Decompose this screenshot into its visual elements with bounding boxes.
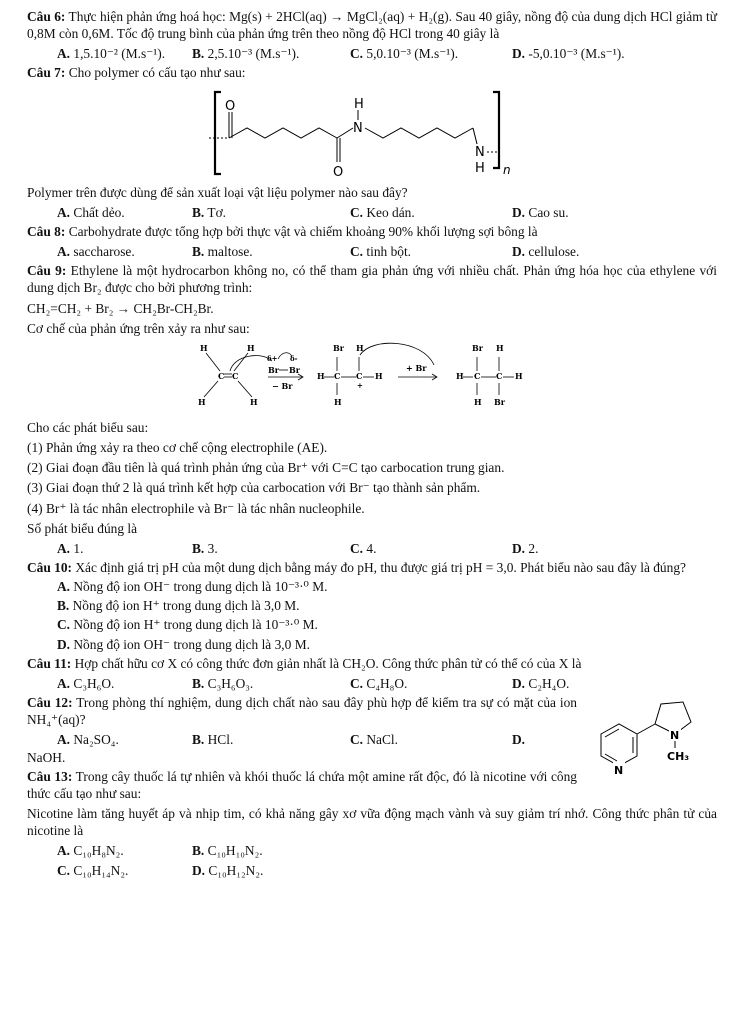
- q12-q13-block: [27, 694, 717, 802]
- svg-text:C: C: [474, 370, 481, 381]
- statement-1: (1) Phản ứng xảy ra theo cơ chế cộng electrophile (AE).: [27, 440, 328, 456]
- option-text: Nồng độ ion H⁺ trong dung dịch là 3,0 M.: [72, 598, 300, 614]
- svg-text:H: H: [200, 342, 208, 353]
- option-c[interactable]: [350, 243, 512, 260]
- question-text: Trong phòng thí nghiệm, dung dịch chất nào sau đây phù hợp để kiểm tra sự có mặt của ion NH₄⁺(aq)?: [27, 695, 577, 728]
- option-text: 1.: [73, 540, 84, 556]
- svg-text:H: H: [317, 370, 325, 381]
- options-row: [27, 842, 717, 859]
- option-label: C.: [350, 675, 364, 691]
- option-label: D.: [512, 46, 526, 62]
- svg-text:+ Br: + Br: [406, 362, 427, 373]
- question-number: Câu 10:: [27, 559, 73, 575]
- option-text: Keo dán.: [366, 204, 415, 220]
- option-label: A.: [57, 732, 71, 748]
- statement-3: (3) Giai đoạn thứ 2 là quá trình kết hợp của carbocation với Br⁻ tạo thành sản phẩm.: [27, 480, 481, 496]
- option-label: B.: [192, 675, 205, 691]
- option-d-wrap: NaOH.: [27, 749, 66, 765]
- svg-text:C: C: [356, 370, 363, 381]
- svg-text:N: N: [353, 120, 363, 136]
- option-label: A.: [57, 244, 71, 260]
- question-number: Câu 9:: [27, 263, 67, 279]
- option-text: 2.: [528, 540, 539, 556]
- option-a[interactable]: [27, 540, 192, 557]
- option-d[interactable]: [512, 45, 672, 62]
- question-7-prompt: Polymer trên được dùng để sản xuất loại vật liệu polymer nào sau đây?: [27, 184, 408, 200]
- svg-text:N: N: [614, 764, 624, 778]
- statement-2: (2) Giai đoạn đầu tiên là quá trình phản ứng của Br⁺ với C=C tạo carbocation trung gian.: [27, 460, 505, 476]
- polymer-structure-figure: [207, 82, 537, 182]
- option-c[interactable]: [350, 675, 512, 692]
- option-label: A.: [57, 204, 71, 220]
- svg-text:N: N: [475, 144, 485, 160]
- option-text: 4.: [366, 540, 377, 556]
- question-number: Câu 7:: [27, 65, 66, 81]
- options-row: [27, 675, 717, 692]
- option-c[interactable]: [350, 731, 512, 748]
- option-text: C₁₀H₁₄N₂.: [73, 863, 129, 879]
- svg-text:Br: Br: [494, 396, 505, 407]
- option-label: D.: [512, 540, 526, 556]
- option-label: D.: [512, 244, 526, 260]
- option-label: A.: [57, 540, 71, 556]
- question-number: Câu 8:: [27, 223, 66, 239]
- nicotine-structure-figure: [579, 694, 709, 794]
- option-b[interactable]: [192, 243, 350, 260]
- options-row: [27, 204, 717, 221]
- option-label: C.: [350, 46, 364, 62]
- svg-text:H: H: [247, 342, 255, 353]
- option-label: A.: [57, 579, 71, 595]
- option-c[interactable]: [27, 862, 192, 879]
- svg-text:H: H: [456, 370, 464, 381]
- question-text: Cho polymer có cấu tạo như sau:: [68, 65, 246, 81]
- svg-text:− Br: − Br: [272, 380, 293, 391]
- svg-text:+: +: [357, 380, 363, 390]
- options-stack: [27, 578, 717, 653]
- svg-text:C: C: [496, 370, 503, 381]
- svg-text:δ+: δ+: [267, 353, 278, 363]
- option-b[interactable]: [192, 45, 350, 62]
- question-7: [27, 64, 717, 81]
- option-text: C₁₀H₁₀N₂.: [207, 843, 263, 859]
- svg-text:Br: Br: [472, 342, 483, 353]
- question-number: Câu 11:: [27, 655, 72, 671]
- option-label: A.: [57, 843, 71, 859]
- option-c[interactable]: [350, 540, 512, 557]
- svg-text:H: H: [356, 342, 364, 353]
- question-text: Carbohydrate được tổng hợp bởi thực vật và chiếm khoảng 90% khối lượng sợi bông là: [68, 223, 538, 239]
- option-label: B.: [57, 598, 70, 614]
- svg-text:Br: Br: [333, 342, 344, 353]
- exam-page: [27, 6, 717, 882]
- option-text: tinh bột.: [366, 244, 412, 260]
- option-a[interactable]: [27, 675, 192, 692]
- svg-text:H: H: [250, 396, 258, 407]
- option-label: B.: [192, 244, 205, 260]
- option-label: C.: [350, 540, 364, 556]
- option-b[interactable]: [192, 204, 350, 221]
- svg-text:H: H: [474, 396, 482, 407]
- option-a[interactable]: [27, 731, 192, 748]
- option-label: D.: [57, 636, 71, 652]
- option-b[interactable]: [192, 842, 350, 859]
- option-text: saccharose.: [73, 244, 135, 260]
- option-text: 5,0.10⁻³ (M.s⁻¹).: [366, 46, 459, 62]
- option-label: B.: [192, 732, 205, 748]
- option-text: Nồng độ ion OH⁻ trong dung dịch là 10⁻³·⁰ M.: [73, 579, 328, 595]
- option-text: C₄H₈O.: [366, 675, 408, 691]
- option-text: maltose.: [207, 244, 253, 260]
- option-text: Chất dẻo.: [73, 204, 125, 220]
- option-text: Nồng độ ion OH⁻ trong dung dịch là 3,0 M.: [73, 636, 310, 652]
- option-label: B.: [192, 204, 205, 220]
- reaction-equation: CH₂=CH₂ + Br₂ → CH₂Br-CH₂Br.: [27, 300, 214, 316]
- option-text: C₂H₄O.: [528, 675, 570, 691]
- option-label: B.: [192, 540, 205, 556]
- option-text: C₁₀H₁₂N₂.: [208, 863, 264, 879]
- option-label: C.: [350, 204, 364, 220]
- svg-text:O: O: [333, 164, 344, 180]
- option-a[interactable]: [27, 204, 192, 221]
- option-c[interactable]: [350, 204, 512, 221]
- option-text: -5,0.10⁻³ (M.s⁻¹).: [528, 46, 625, 62]
- option-text: Nồng độ ion H⁺ trong dung dịch là 10⁻³·⁰ M.: [73, 617, 318, 633]
- option-label: D.: [512, 204, 526, 220]
- option-text: 2,5.10⁻³ (M.s⁻¹).: [207, 46, 300, 62]
- option-label: C.: [57, 617, 71, 633]
- option-label: D.: [512, 675, 526, 691]
- svg-text:Br: Br: [289, 364, 300, 375]
- option-d[interactable]: [512, 243, 672, 260]
- option-text: NaCl.: [366, 732, 399, 748]
- option-label: C.: [57, 863, 71, 879]
- option-label: A.: [57, 675, 71, 691]
- option-text: C₃H₆O₃.: [207, 675, 254, 691]
- option-d[interactable]: [512, 675, 672, 692]
- option-c[interactable]: [27, 616, 717, 633]
- question-13-body: Nicotine làm tăng huyết áp và nhịp tim, có khả năng gây xơ vữa động mạch vành và suy giảm trí nhớ. Công thức phân tử của nicotine là: [27, 806, 717, 839]
- option-text: Cao su.: [528, 204, 569, 220]
- question-8: [27, 223, 717, 240]
- svg-text:Br: Br: [268, 364, 279, 375]
- svg-text:N: N: [670, 729, 680, 743]
- option-label: A.: [57, 46, 71, 62]
- svg-text:δ-: δ-: [290, 353, 298, 363]
- options-row: [27, 862, 717, 879]
- statement-4: (4) Br⁺ là tác nhân electrophile và Br⁻ là tác nhân nucleophile.: [27, 500, 365, 516]
- option-d[interactable]: [512, 731, 552, 748]
- question-10: [27, 559, 717, 576]
- option-text: HCl.: [207, 732, 234, 748]
- svg-text:CH₃: CH₃: [667, 750, 690, 764]
- question-text: Hợp chất hữu cơ X có công thức đơn giản nhất là CH₂O. Công thức phân tử có thể có của X là: [74, 655, 582, 671]
- question-text: Thực hiện phản ứng hoá học: Mg(s) + 2HCl(aq) → MgCl₂(aq) + H₂(g). Sau 40 giây, nồng độ của dung dịch HCl giảm từ 0,8M còn 0,6M. Tốc độ trung bình của phản ứng trên theo nồng độ HCl trong 40 giây là: [27, 9, 717, 42]
- option-b[interactable]: [192, 675, 350, 692]
- option-text: 3.: [207, 540, 218, 556]
- count-question: Số phát biểu đúng là: [27, 520, 138, 536]
- options-row: [27, 540, 717, 557]
- question-number: Câu 13:: [27, 768, 73, 784]
- option-d[interactable]: [512, 540, 672, 557]
- question-6: [27, 8, 717, 42]
- option-label: B.: [192, 843, 205, 859]
- svg-text:n: n: [503, 162, 511, 177]
- option-text: Tơ.: [207, 204, 226, 220]
- option-d[interactable]: [192, 862, 350, 879]
- svg-text:H: H: [515, 370, 523, 381]
- options-row: [27, 243, 717, 260]
- option-label: D.: [192, 863, 206, 879]
- question-number: Câu 12:: [27, 695, 73, 711]
- mechanism-intro: Cơ chế của phản ứng trên xảy ra như sau:: [27, 320, 250, 336]
- option-label: D.: [512, 732, 526, 748]
- option-a[interactable]: [27, 842, 192, 859]
- question-9: [27, 262, 717, 296]
- svg-text:H: H: [496, 342, 504, 353]
- option-label: B.: [192, 46, 205, 62]
- oxygen-label: O: [225, 98, 236, 114]
- question-text: Ethylene là một hydrocarbon không no, có thể tham gia phản ứng với nhiều chất. Phản ứng hóa học của ethylene với dung dịch Br₂ được cho bởi phương trình:: [27, 263, 717, 296]
- svg-text:H: H: [475, 160, 485, 176]
- question-text: Xác định giá trị pH của một dung dịch bằng máy đo pH, thu được giá trị pH = 3,0. Phát biểu nào sau đây là đúng?: [75, 559, 686, 575]
- svg-text:H: H: [354, 96, 364, 112]
- svg-text:H: H: [198, 396, 206, 407]
- option-a[interactable]: [27, 578, 717, 595]
- option-b[interactable]: [27, 597, 717, 614]
- options-row: [27, 45, 717, 62]
- option-c[interactable]: [350, 45, 512, 62]
- option-a[interactable]: [27, 45, 192, 62]
- option-text: C₃H₆O.: [73, 675, 115, 691]
- statements-intro: Cho các phát biểu sau:: [27, 419, 149, 435]
- svg-text:C: C: [334, 370, 341, 381]
- option-text: C₁₀H₈N₂.: [73, 843, 124, 859]
- option-d[interactable]: [27, 636, 717, 653]
- option-text: 1,5.10⁻² (M.s⁻¹).: [73, 46, 166, 62]
- option-text: cellulose.: [528, 244, 580, 260]
- option-label: C.: [350, 732, 364, 748]
- question-number: Câu 6:: [27, 9, 66, 24]
- svg-text:C: C: [232, 370, 239, 381]
- option-b[interactable]: [192, 540, 350, 557]
- svg-text:H: H: [334, 396, 342, 407]
- mechanism-figure: [172, 337, 572, 417]
- option-label: C.: [350, 244, 364, 260]
- svg-text:H: H: [375, 370, 383, 381]
- option-b[interactable]: [192, 731, 350, 748]
- question-11: [27, 655, 717, 672]
- option-text: Na₂SO₄.: [73, 732, 119, 748]
- question-text: Trong cây thuốc lá tự nhiên và khói thuốc lá chứa một amine rất độc, đó là nicotine với công thức cấu tạo như sau:: [27, 768, 577, 801]
- option-a[interactable]: [27, 243, 192, 260]
- option-d[interactable]: [512, 204, 672, 221]
- svg-text:C: C: [218, 370, 225, 381]
